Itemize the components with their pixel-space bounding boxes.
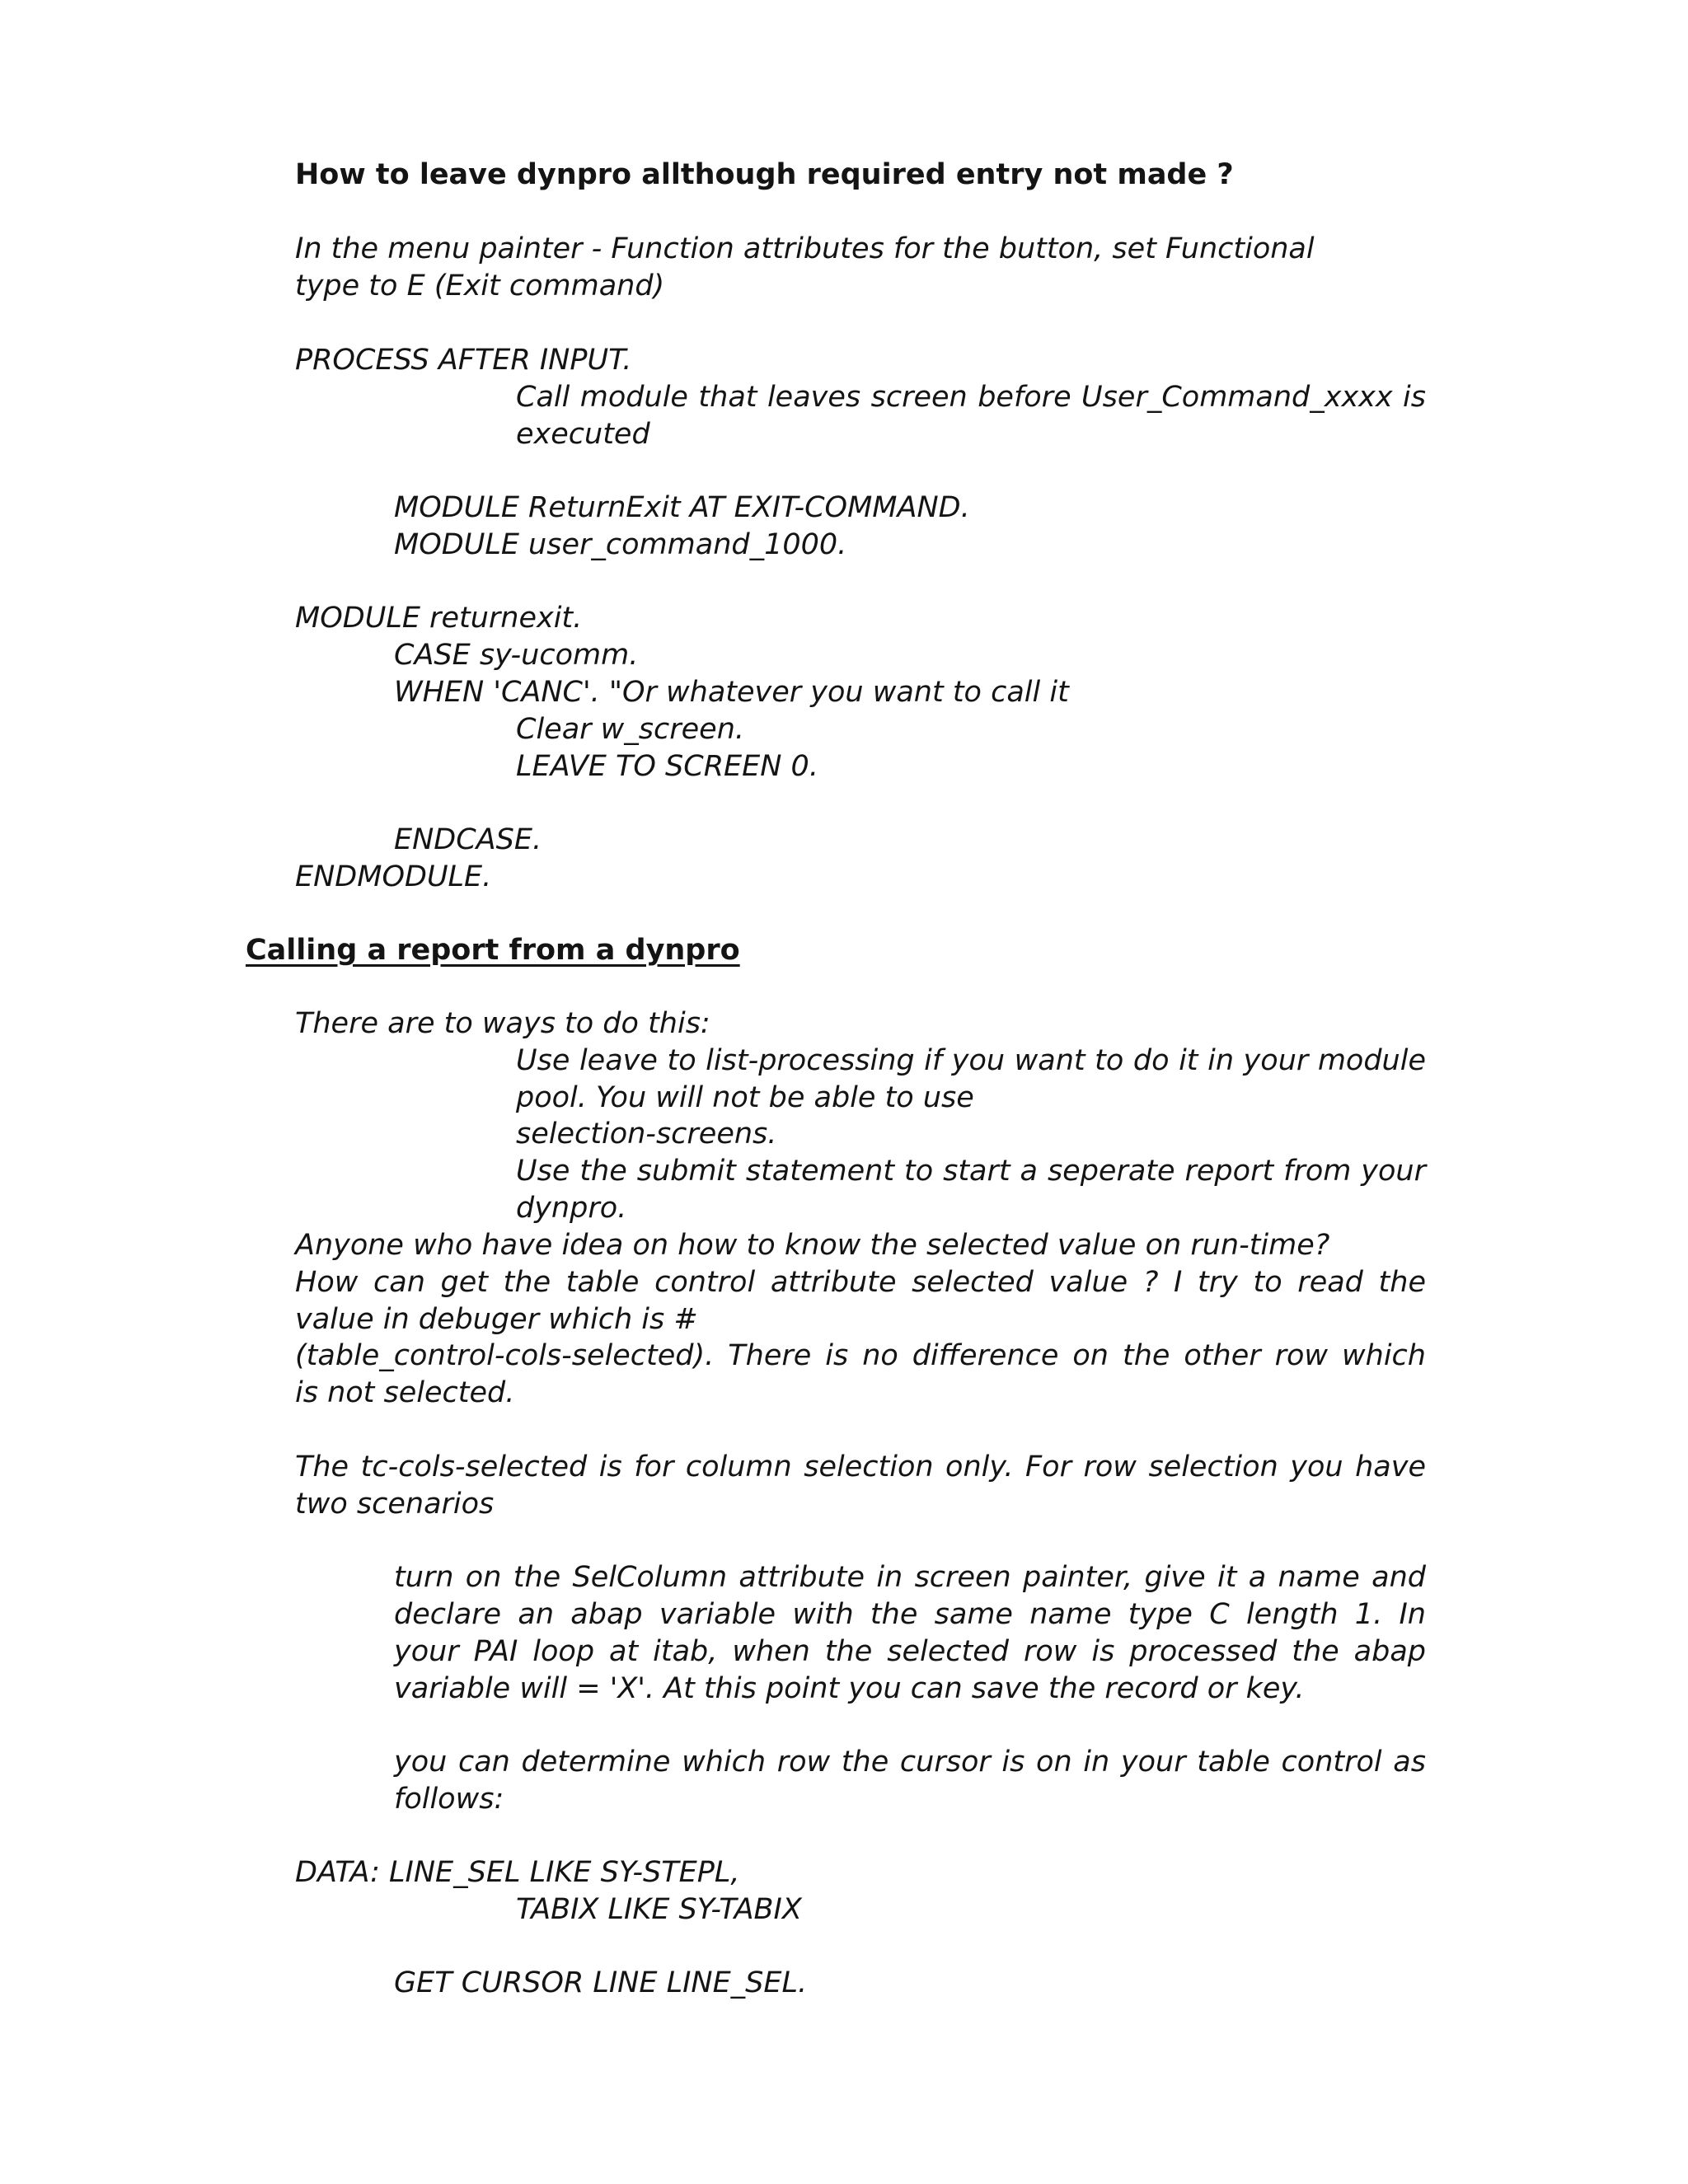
paragraph-line: value in debuger which is # <box>295 1303 698 1336</box>
paragraph-line: declare an abap variable with the same name type C length 1. In <box>394 1598 1426 1631</box>
code-line: Clear w_screen. <box>516 713 745 746</box>
code-line: MODULE returnexit. <box>295 602 583 635</box>
code-comment-line: Call module that leaves screen before User_Command_xxxx is <box>516 381 1426 414</box>
paragraph-line: The tc-cols-selected is for column selection only. For row selection you have <box>295 1451 1426 1483</box>
code-line: MODULE user_command_1000. <box>394 528 847 561</box>
code-line: ENDCASE. <box>394 823 542 856</box>
code-line: PROCESS AFTER INPUT. <box>295 344 632 377</box>
paragraph-line: follows: <box>394 1783 504 1816</box>
section-title: How to leave dynpro allthough required entry not made ? <box>295 158 1234 191</box>
paragraph-line: variable will = 'X'. At this point you can save the record or key. <box>394 1672 1305 1705</box>
paragraph-line: turn on the SelColumn attribute in screen painter, give it a name and <box>394 1561 1426 1594</box>
paragraph-line: dynpro. <box>516 1192 627 1225</box>
paragraph-line: There are to ways to do this: <box>295 1007 710 1040</box>
paragraph-line: selection-screens. <box>516 1118 777 1151</box>
paragraph-line: Use leave to list-processing if you want to do it in your module <box>516 1044 1426 1077</box>
paragraph-line: How can get the table control attribute selected value ? I try to read the <box>295 1266 1426 1299</box>
code-line: GET CURSOR LINE LINE_SEL. <box>394 1966 808 1999</box>
paragraph-line: type to E (Exit command) <box>295 269 665 302</box>
paragraph-line: is not selected. <box>295 1376 515 1409</box>
code-line: TABIX LIKE SY-TABIX <box>516 1893 802 1926</box>
code-comment-line: executed <box>516 418 650 451</box>
code-line: ENDMODULE. <box>295 860 492 893</box>
code-line: DATA: LINE_SEL LIKE SY-STEPL, <box>295 1856 740 1889</box>
paragraph-line: pool. You will not be able to use <box>516 1081 974 1114</box>
code-line: WHEN 'CANC'. "Or whatever you want to call it <box>394 676 1069 709</box>
paragraph-line: (table_control-cols-selected). There is no difference on the other row which <box>295 1339 1426 1372</box>
paragraph-line: two scenarios <box>295 1488 495 1521</box>
paragraph-line: Anyone who have idea on how to know the selected value on run-time? <box>295 1229 1330 1262</box>
code-line: LEAVE TO SCREEN 0. <box>516 750 818 783</box>
code-line: MODULE ReturnExit AT EXIT-COMMAND. <box>394 491 970 524</box>
code-line: CASE sy-ucomm. <box>394 639 639 672</box>
paragraph-line: you can determine which row the cursor is on in your table control as <box>394 1746 1426 1779</box>
section-heading: Calling a report from a dynpro <box>246 934 740 967</box>
paragraph-line: your PAI loop at itab, when the selected row is processed the abap <box>394 1635 1426 1668</box>
paragraph-line: In the menu painter - Function attributes for the button, set Functional <box>295 232 1315 265</box>
paragraph-line: Use the submit statement to start a seperate report from your <box>516 1155 1426 1188</box>
